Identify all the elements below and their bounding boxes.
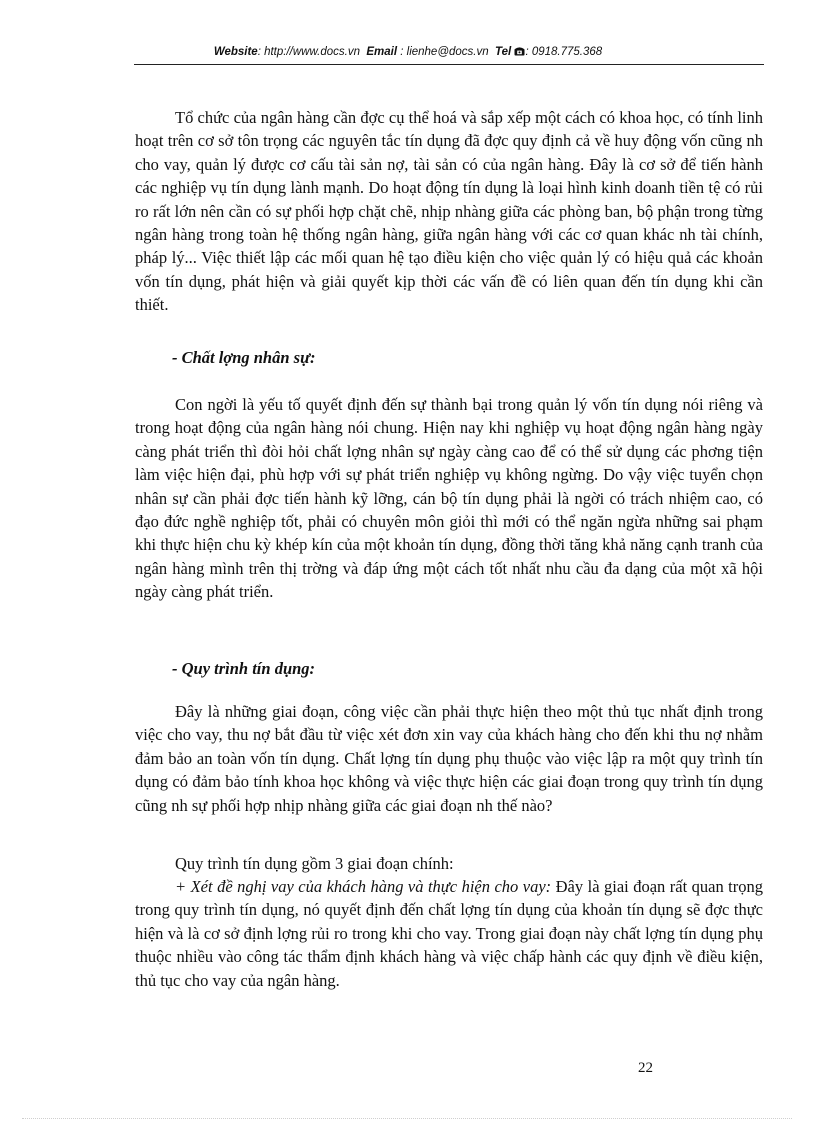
paragraph-credit-process: Đây là những giai đoạn, công việc cần phải thực hiện theo một thủ tục nhất định trong việc cho vay, thu nợ bắt đầu từ việc xét đơn xin vay của khách hàng cho đến khi thu nợ nhằm đảm bảo an toàn vốn tín dụng. Chất lợng tín dụng phụ thuộc vào việc lập ra một quy trình tín dụng có đảm bảo tính khoa học không và việc thực hiện các giai đoạn trong quy trình tín dụng cũng nh sự phối hợp nhịp nhàng giữa các giai đoạn nh thế nào? xyxy=(135,702,763,815)
email-label: Email xyxy=(366,46,398,58)
stage-one-body: Đây là giai đoạn rất quan trọng trong quy trình tín dụng, nó quyết định đến chất lợng tín dụng của khoản tín dụng sẽ đợc thực hiện và là cơ sở định lợng rủi ro trong khi cho vay. Trong giai đoạn này chất lợng tín dụng phụ thuộc nhiều vào công tác thẩm định khách hàng và việc chấp hành các quy định về điều kiện, thủ tục cho vay của ngân hàng. xyxy=(135,877,763,990)
tel-value: : 0918.775.368 xyxy=(525,46,603,58)
header-divider xyxy=(134,64,764,65)
page-header xyxy=(0,46,816,59)
paragraph-process-stages: Quy trình tín dụng gồm 3 giai đoạn chính: xyxy=(175,854,454,873)
tel-label: Tel xyxy=(495,46,512,58)
paragraph-stage-one xyxy=(135,875,763,992)
email-value: : lienhe@docs.vn xyxy=(400,46,489,58)
stage-one-title: + Xét đề nghị vay của khách hàng và thực hiện cho vay: xyxy=(175,877,552,896)
heading-credit-process: - Quy trình tín dụng: xyxy=(172,659,316,678)
paragraph-organization: Tổ chức của ngân hàng cần đợc cụ thể hoá và sắp xếp một cách có khoa học, có tính linh hoạt trên cơ sở tôn trọng các nguyên tắc tín dụng đã đợc quy định cả về huy động vốn cũng nh cho vay, quản lý được cơ cấu tài sản nợ, tài sản có của ngân hàng. Đây là cơ sở để tiến hành các nghiệp vụ tín dụng lành mạnh. Do hoạt động tín dụng là loại hình kinh doanh tiền tệ có rủi ro rất lớn nên cần có sự phối hợp chặt chẽ, nhịp nhàng giữa các phòng ban, bộ phận trong từng ngân hàng trong toàn hệ thống ngân hàng, giữa ngân hàng với các cơ quan khác nh tài chính, pháp lý... Việc thiết lập các mối quan hệ tạo điều kiện cho việc quản lý có hiệu quả các khoản vốn tín dụng, phát hiện và giải quyết kịp thời các vấn đề có liên quan đến tín dụng khi cần thiết. xyxy=(135,108,763,315)
footer-divider xyxy=(22,1118,792,1119)
heading-personnel-quality: - Chất lợng nhân sự: xyxy=(172,348,316,367)
phone-icon xyxy=(514,46,525,59)
website-label: Website xyxy=(213,46,258,58)
website-value: : http://www.docs.vn xyxy=(257,46,360,58)
page-number: 22 xyxy=(638,1060,653,1076)
paragraph-personnel: Con ngời là yếu tố quyết định đến sự thành bại trong quản lý vốn tín dụng nói riêng và trong hoạt động của ngân hàng nói chung. Hiện nay khi nghiệp vụ hoạt động ngân hàng ngày càng phát triển thì đòi hỏi chất lợng nhân sự ngày càng cao để có thể sử dụng các phơng tiện làm việc hiện đại, phù hợp với sự phát triển nghiệp vụ không ngừng. Do vậy việc tuyển chọn nhân sự cần phải đợc tiến hành kỹ lỡng, cán bộ tín dụng phải là ngời có trách nhiệm cao, có đạo đức nghề nghiệp tốt, phải có chuyên môn giỏi thì mới có thể ngăn ngừa những sai phạm khi thực hiện chu kỳ khép kín của một khoản tín dụng, đồng thời tăng khả năng cạnh tranh của ngân hàng mình trên thị trờng và đáp ứng một cách tốt nhất nhu cầu đa dạng của một xã hội ngày càng phát triển. xyxy=(135,395,763,602)
